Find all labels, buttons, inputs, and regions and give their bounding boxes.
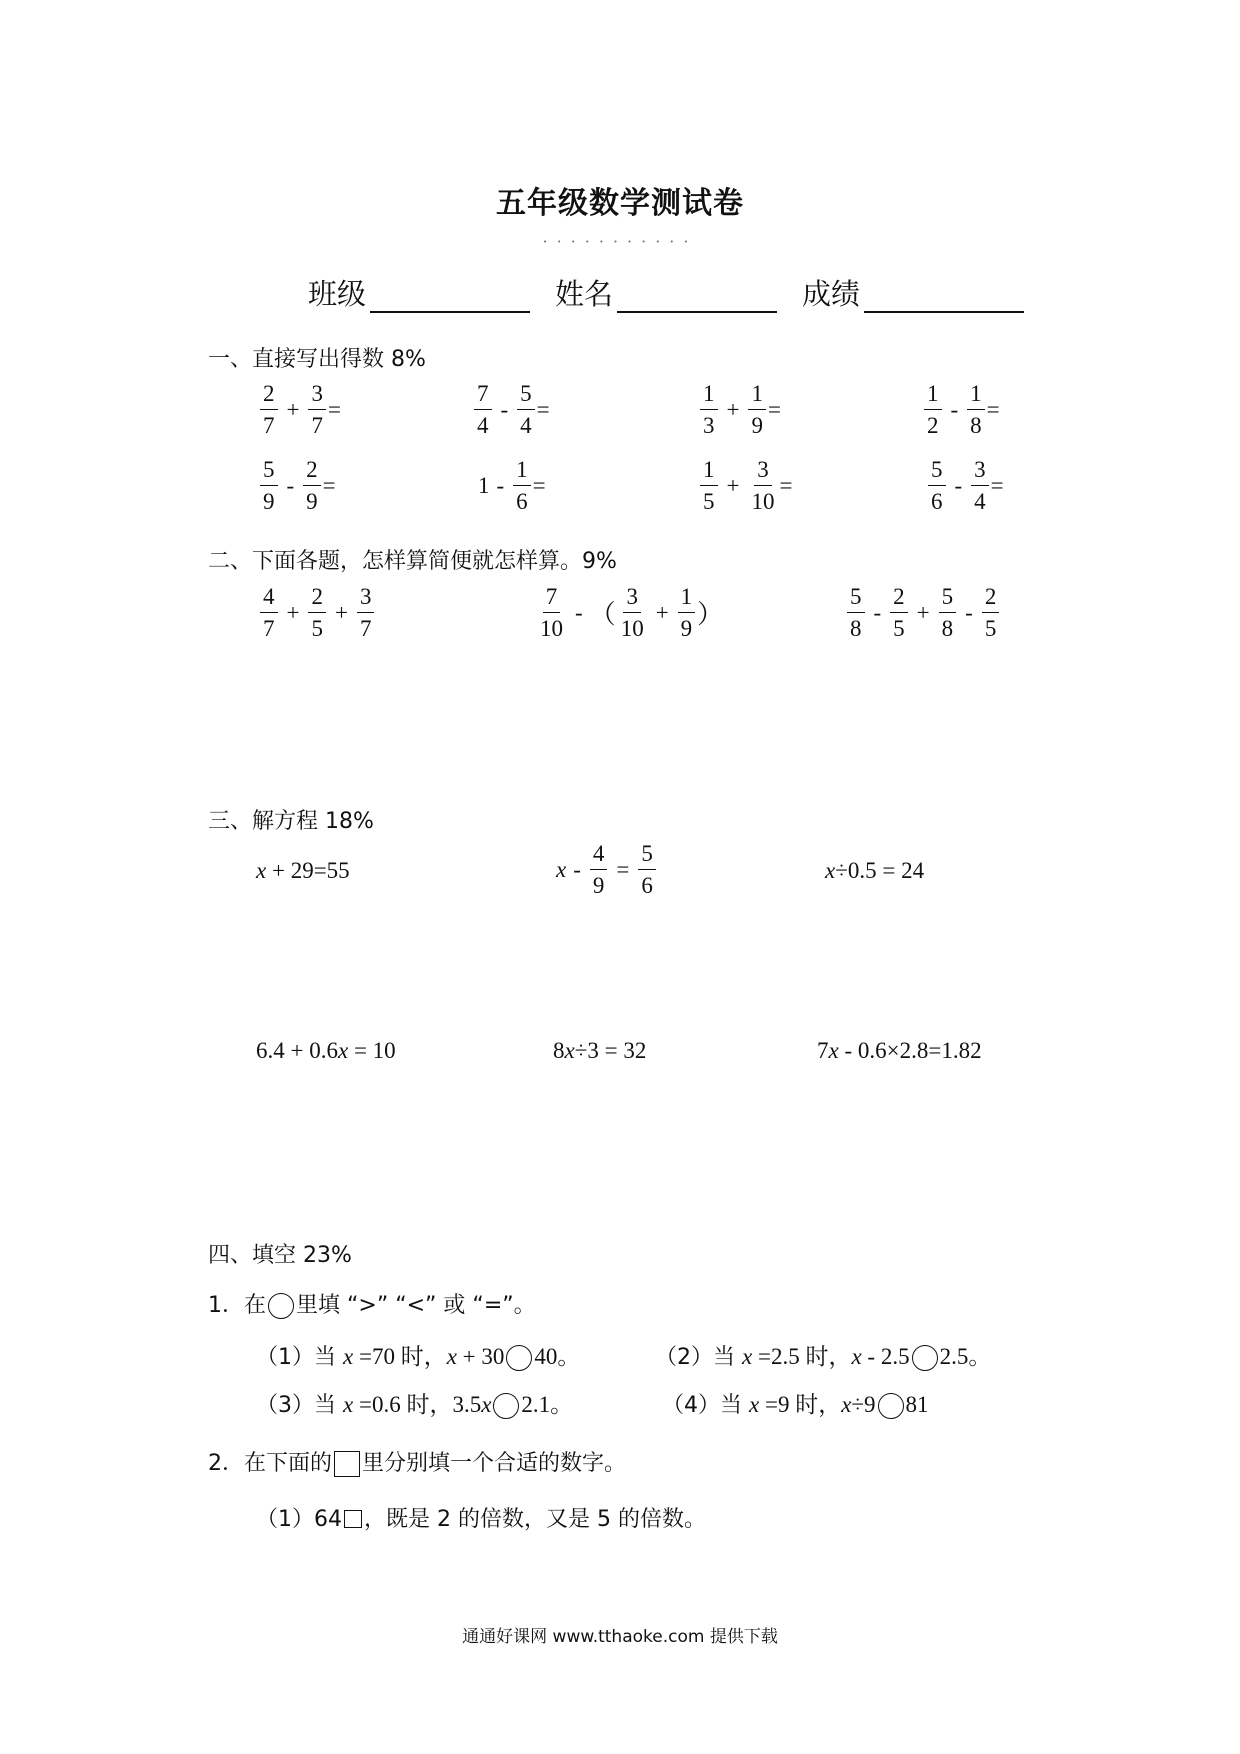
calc-item: 1 - $\frac{1}{6}$ =: [478, 457, 546, 514]
square-icon: [334, 1451, 360, 1477]
answer-circle[interactable]: [493, 1393, 519, 1419]
answer-circle[interactable]: [878, 1393, 904, 1419]
calc-item: $\frac{1}{2}$ - $\frac{1}{8}$ =: [922, 382, 1000, 437]
answer-circle[interactable]: [912, 1345, 938, 1371]
section1-heading: 一、直接写出得数 8%: [208, 347, 426, 372]
name-blank[interactable]: [617, 279, 777, 313]
compare-item: （3）当 x =0.6 时，3.5x 2.1。: [256, 1392, 574, 1418]
equation: 8x÷3 = 32: [553, 1038, 647, 1063]
equation: x + 29=55: [256, 858, 350, 883]
simplify-item: $\frac{5}{8}$ - $\frac{2}{5}$ + $\frac{5}{8}$ - $\frac{2}{5}$: [845, 585, 1001, 640]
score-label: 成绩: [802, 277, 861, 311]
footer: 通通好课网 www.tthaoke.com 提供下载: [462, 1627, 778, 1647]
class-blank[interactable]: [370, 279, 530, 313]
simplify-item: $\frac{7}{10}$ - （ $\frac{3}{10}$ + $\frac{1}{9}$ ）: [540, 584, 724, 641]
calc-item: $\frac{2}{7}$ + $\frac{3}{7}$ =: [258, 382, 341, 437]
name-label: 姓名: [555, 277, 614, 311]
answer-circle[interactable]: [506, 1345, 532, 1371]
title-dots: ···········: [542, 232, 698, 251]
class-label: 班级: [308, 277, 367, 311]
section2-heading: 二、下面各题，怎样算简便就怎样算。9%: [208, 549, 617, 574]
equation: 7x - 0.6×2.8=1.82: [817, 1038, 982, 1063]
answer-square[interactable]: [344, 1510, 362, 1528]
class-field: [308, 272, 530, 313]
calc-item: $\frac{7}{4}$ - $\frac{5}{4}$ =: [472, 382, 550, 437]
simplify-item: $\frac{4}{7}$ + $\frac{2}{5}$ + $\frac{3}{7}$: [258, 585, 376, 640]
section3-heading: 三、解方程 18%: [208, 809, 374, 834]
equation: 6.4 + 0.6x = 10: [256, 1038, 396, 1063]
calc-item: $\frac{1}{3}$ + $\frac{1}{9}$ =: [698, 382, 781, 437]
calc-item: $\frac{5}{9}$ - $\frac{2}{9}$ =: [258, 458, 336, 513]
section4-heading: 四、填空 23%: [208, 1243, 352, 1268]
digit-item: （1）64 ，既是 2 的倍数，又是 5 的倍数。: [256, 1507, 706, 1532]
compare-item: （2）当 x =2.5 时，x - 2.5 2.5。: [655, 1344, 992, 1370]
compare-item: （1）当 x =70 时，x + 30 40。: [256, 1344, 581, 1370]
equation: x - $\frac{4}{9}$ = $\frac{5}{6}$: [556, 842, 658, 897]
calc-item: $\frac{1}{5}$ + $\frac{3}{10}$ =: [698, 458, 792, 513]
fill-question-2: 2．在下面的 里分别填一个合适的数字。: [208, 1451, 627, 1476]
circle-icon: [268, 1293, 294, 1319]
score-blank[interactable]: [864, 279, 1024, 313]
page-title: 五年级数学测试卷: [496, 186, 744, 221]
score-field: [802, 272, 1024, 313]
calc-item: $\frac{5}{6}$ - $\frac{3}{4}$ =: [926, 458, 1004, 513]
name-field: [555, 272, 777, 313]
compare-item: （4）当 x =9 时，x÷9 81: [662, 1392, 929, 1418]
equation: x÷0.5 = 24: [825, 858, 925, 883]
fill-question-1: 1．在 里填 “>” “<” 或 “=”。: [208, 1293, 536, 1318]
